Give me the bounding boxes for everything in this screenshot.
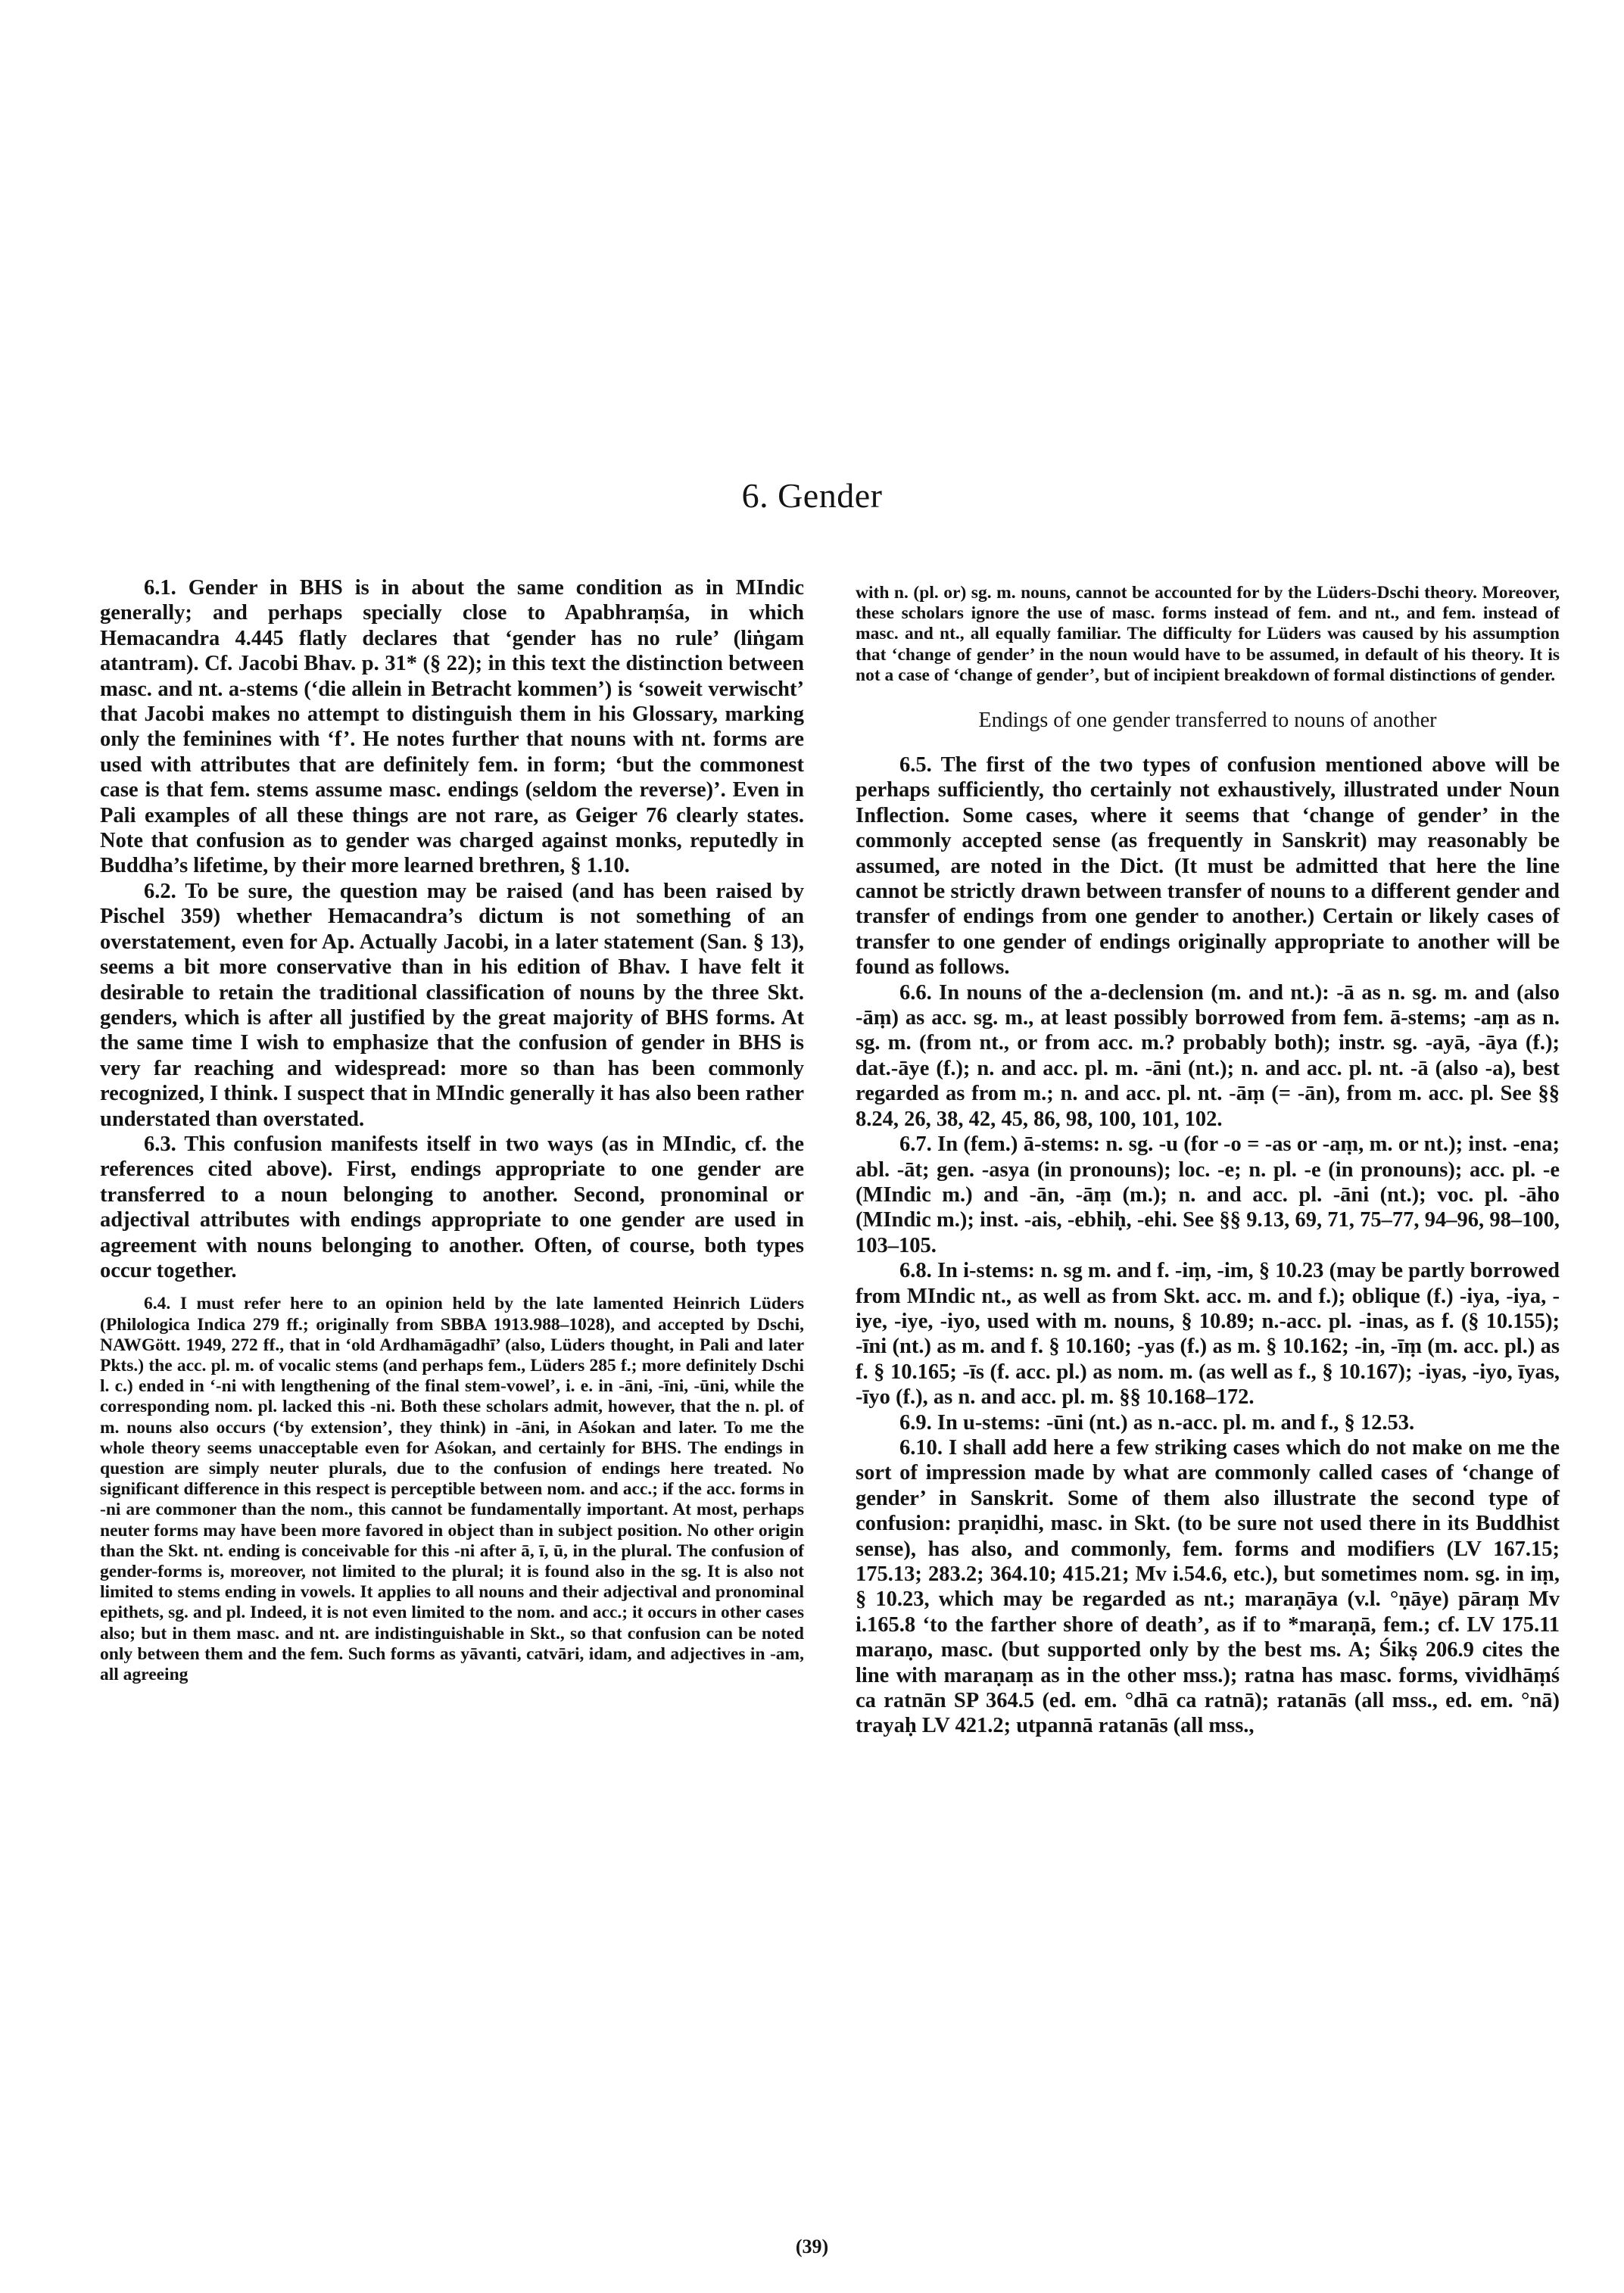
paragraph-6-7: 6.7. In (fem.) ā-stems: n. sg. -u (for -o = -as or -aṃ, m. or nt.); inst. -ena; abl. -āt; gen. -asya (in pronouns); loc. -e; n. pl. -e (in pronouns); acc. pl. -e (MIndic m.) and -ān, -āṃ (m.); n. and acc. pl. -āni (nt.); voc. pl. -āho (MIndic m.); inst. -ais, -ebhiḥ, -ehi. See §§ 9.13, 69, 71, 75–77, 94–96, 98–100, 103–105. <box>856 1132 1560 1257</box>
section-subheading: Endings of one gender transferred to nouns of another <box>978 709 1437 733</box>
paragraph-6-4-continued: with n. (pl. or) sg. m. nouns, cannot be accounted for by the Lüders-Dschi theory. Moreover, these scholars ignore the use of masc. forms instead of fem. and nt., and fem. instead of masc. and nt., all equally familiar. The difficulty for Lüders was caused by his assumption that ‘change of gender’ in the noun would have to be assumed, in default of his theory. It is not a case of ‘change of gender’, but of incipient breakdown of formal distinctions of gender. <box>856 583 1560 685</box>
paragraph-6-8: 6.8. In i-stems: n. sg m. and f. -iṃ, -im, § 10.23 (may be partly borrowed from MIndic nt., as well as from Skt. acc. m. and f.); oblique (f.) -iya, -iya, -iye, -iye, -iyo, used with m. nouns, § 10.89; n.-acc. pl. -inas, as f. (§ 10.155); -īni (nt.) as m. and f. § 10.160; -yas (f.) as m. § 10.162; -in, -īṃ (m. acc. pl.) as f. § 10.165; -īs (f. acc. pl.) as nom. m. (as well as f., § 10.167); -iyas, -iyo, īyas, -īyo (f.), as n. and acc. pl. m. §§ 10.168–172. <box>856 1259 1560 1410</box>
page-number: (39) <box>795 2235 829 2257</box>
paragraph-6-9: 6.9. In u-stems: -ūni (nt.) as n.-acc. pl. m. and f., § 12.53. <box>899 1410 1415 1435</box>
paragraph-6-10: 6.10. I shall add here a few striking cases which do not make on me the sort of impression made by what are commonly called cases of ‘change of gender’ in Sanskrit. Some of them also illustrate the second type of confusion: praṇidhi, masc. in Skt. (to be sure not used there in its Buddhist sense), has also, and commonly, fem. forms and modifiers (LV 167.15; 175.13; 283.2; 364.10; 415.21; Mv i.54.6, etc.), but sometimes nom. sg. in iṃ, § 10.23, which may be regarded as nt.; maraṇāya (v.l. °ṇāye) pāraṃ Mv i.165.8 ‘to the farther shore of death’, as if to *maraṇā, fem.; cf. LV 175.11 maraṇo, masc. (but supported only by the best ms. A; Śikṣ 206.9 cites the line with maraṇaṃ as in the other mss.); ratna has masc. forms, vividhāṃś ca ratnān SP 364.5 (ed. em. °dhā ca ratnā); ratanās (all mss., ed. em. °nā) trayaḥ LV 421.2; utpannā ratanās (all mss., <box>856 1435 1560 1738</box>
paragraph-6-4: 6.4. I must refer here to an opinion held by the late lamented Heinrich Lüders (Philologica Indica 279 ff.; originally from SBBA 1913.988–1028), and accepted by Dschi, NAWGött. 1949, 272 ff., that in ‘old Ardhamāgadhī’ (also, Lüders thought, in Pali and later Pkts.) the acc. pl. m. of vocalic stems (and perhaps fem., Lüders 285 f.; more definitely Dschi l. c.) ended in ‘-ni with lengthening of the final stem-vowel’, i. e. in -āni, -īni, -ūni, while the corresponding nom. pl. lacked this -ni. Both these scholars admit, however, that the n. pl. of m. nouns also occurs (‘by extension’, they think) in -āni, in Aśokan and later. To me the whole theory seems unacceptable even for Aśokan, and certainly for BHS. The endings in question are simply neuter plurals, due to the confusion of endings here treated. No significant difference in this respect is perceptible between nom. and acc.; if the acc. forms in -ni are commoner than the nom., this cannot be fundamentally important. At most, perhaps neuter forms may have been more favored in object than in subject position. No other origin than the Skt. nt. ending is conceivable for this -ni after ā, ī, ū, in the plural. The confusion of gender-forms is, moreover, not limited to the plural; it is found also in the sg. It is also not limited to stems ending in vowels. It applies to all nouns and their adjectival and pronominal epithets, sg. and pl. Indeed, it is not even limited to the nom. and acc.; it occurs in other cases also; but in them masc. and nt. are indistinguishable in Skt., so that confusion can be noted only between them and the fem. Such forms as yāvanti, catvāri, idam, and adjectives in -am, all agreeing <box>100 1294 804 1685</box>
left-column <box>100 575 804 1685</box>
paragraph-6-1: 6.1. Gender in BHS is in about the same condition as in MIndic generally; and perhaps specially close to Apabhraṃśa, in which Hemacandra 4.445 flatly declares that ‘gender has no rule’ (liṅgam atantram). Cf. Jacobi Bhav. p. 31* (§ 22); in this text the distinction between masc. and nt. a-stems (‘die allein in Betracht kommen’) is ‘soweit verwischt’ that Jacobi makes no attempt to distinguish them in his Glossary, marking only the feminines with ‘f’. He notes further that nouns with nt. forms are used with attributes that are definitely fem. in form; ‘but the commonest case is that fem. stems assume masc. endings (seldom the reverse)’. Even in Pali examples of all these things are not rare, as Geiger 76 clearly states. Note that confusion as to gender was charged against monks, reputedly in Buddha’s lifetime, by their more learned brethren, § 1.10. <box>100 576 804 878</box>
page-title: 6. Gender <box>741 476 883 515</box>
paragraph-6-2: 6.2. To be sure, the question may be raised (and has been raised by Pischel 359) whether Hemacandra’s dictum is not something of an overstatement, even for Ap. Actually Jacobi, in a later statement (San. § 13), seems a bit more conservative than in his edition of Bhav. I have felt it desirable to retain the traditional classification of nouns by the three Skt. genders, which is after all justified by the great majority of BHS forms. At the same time I wish to emphasize that the confusion of gender in BHS is very far reaching and widespread: more so than has been commonly recognized, I think. I suspect that in MIndic generally it has also been rather understated than overstated. <box>100 879 804 1131</box>
paragraph-6-3: 6.3. This confusion manifests itself in two ways (as in MIndic, cf. the references cited above). First, endings appropriate to one gender are transferred to a noun belonging to another. Second, pronominal or adjectival attributes with endings appropriate to one gender are used in agreement with nouns belonging to another. Often, of course, both types occur together. <box>100 1132 804 1282</box>
paragraph-6-5: 6.5. The first of the two types of confusion mentioned above will be perhaps sufficiently, tho certainly not exhaustively, illustrated under Noun Inflection. Some cases, where it seems that ‘change of gender’ in the commonly accepted sense (as frequently in Sanskrit) may reasonably be assumed, are noted in the Dict. (It must be admitted that here the line cannot be strictly drawn between transfer of nouns to a different gender and transfer of endings from one gender to another.) Certain or likely cases of transfer to one gender of endings originally appropriate to another will be found as follows. <box>856 753 1560 980</box>
paragraph-6-6: 6.6. In nouns of the a-declension (m. and nt.): -ā as n. sg. m. and (also -āṃ) as acc. sg. m., at least possibly borrowed from fem. ā-stems; -aṃ as n. sg. m. (from nt., or from acc. m.? probably both); instr. sg. -ayā, -āya (f.); dat.-āye (f.); n. and acc. pl. m. -āni (nt.); n. and acc. pl. nt. -ā (also -a), best regarded as from m.; n. and acc. pl. nt. -āṃ (= -ān), from m. acc. pl. See §§ 8.24, 26, 38, 42, 45, 86, 98, 100, 101, 102. <box>856 980 1560 1131</box>
right-column <box>856 583 1560 1739</box>
